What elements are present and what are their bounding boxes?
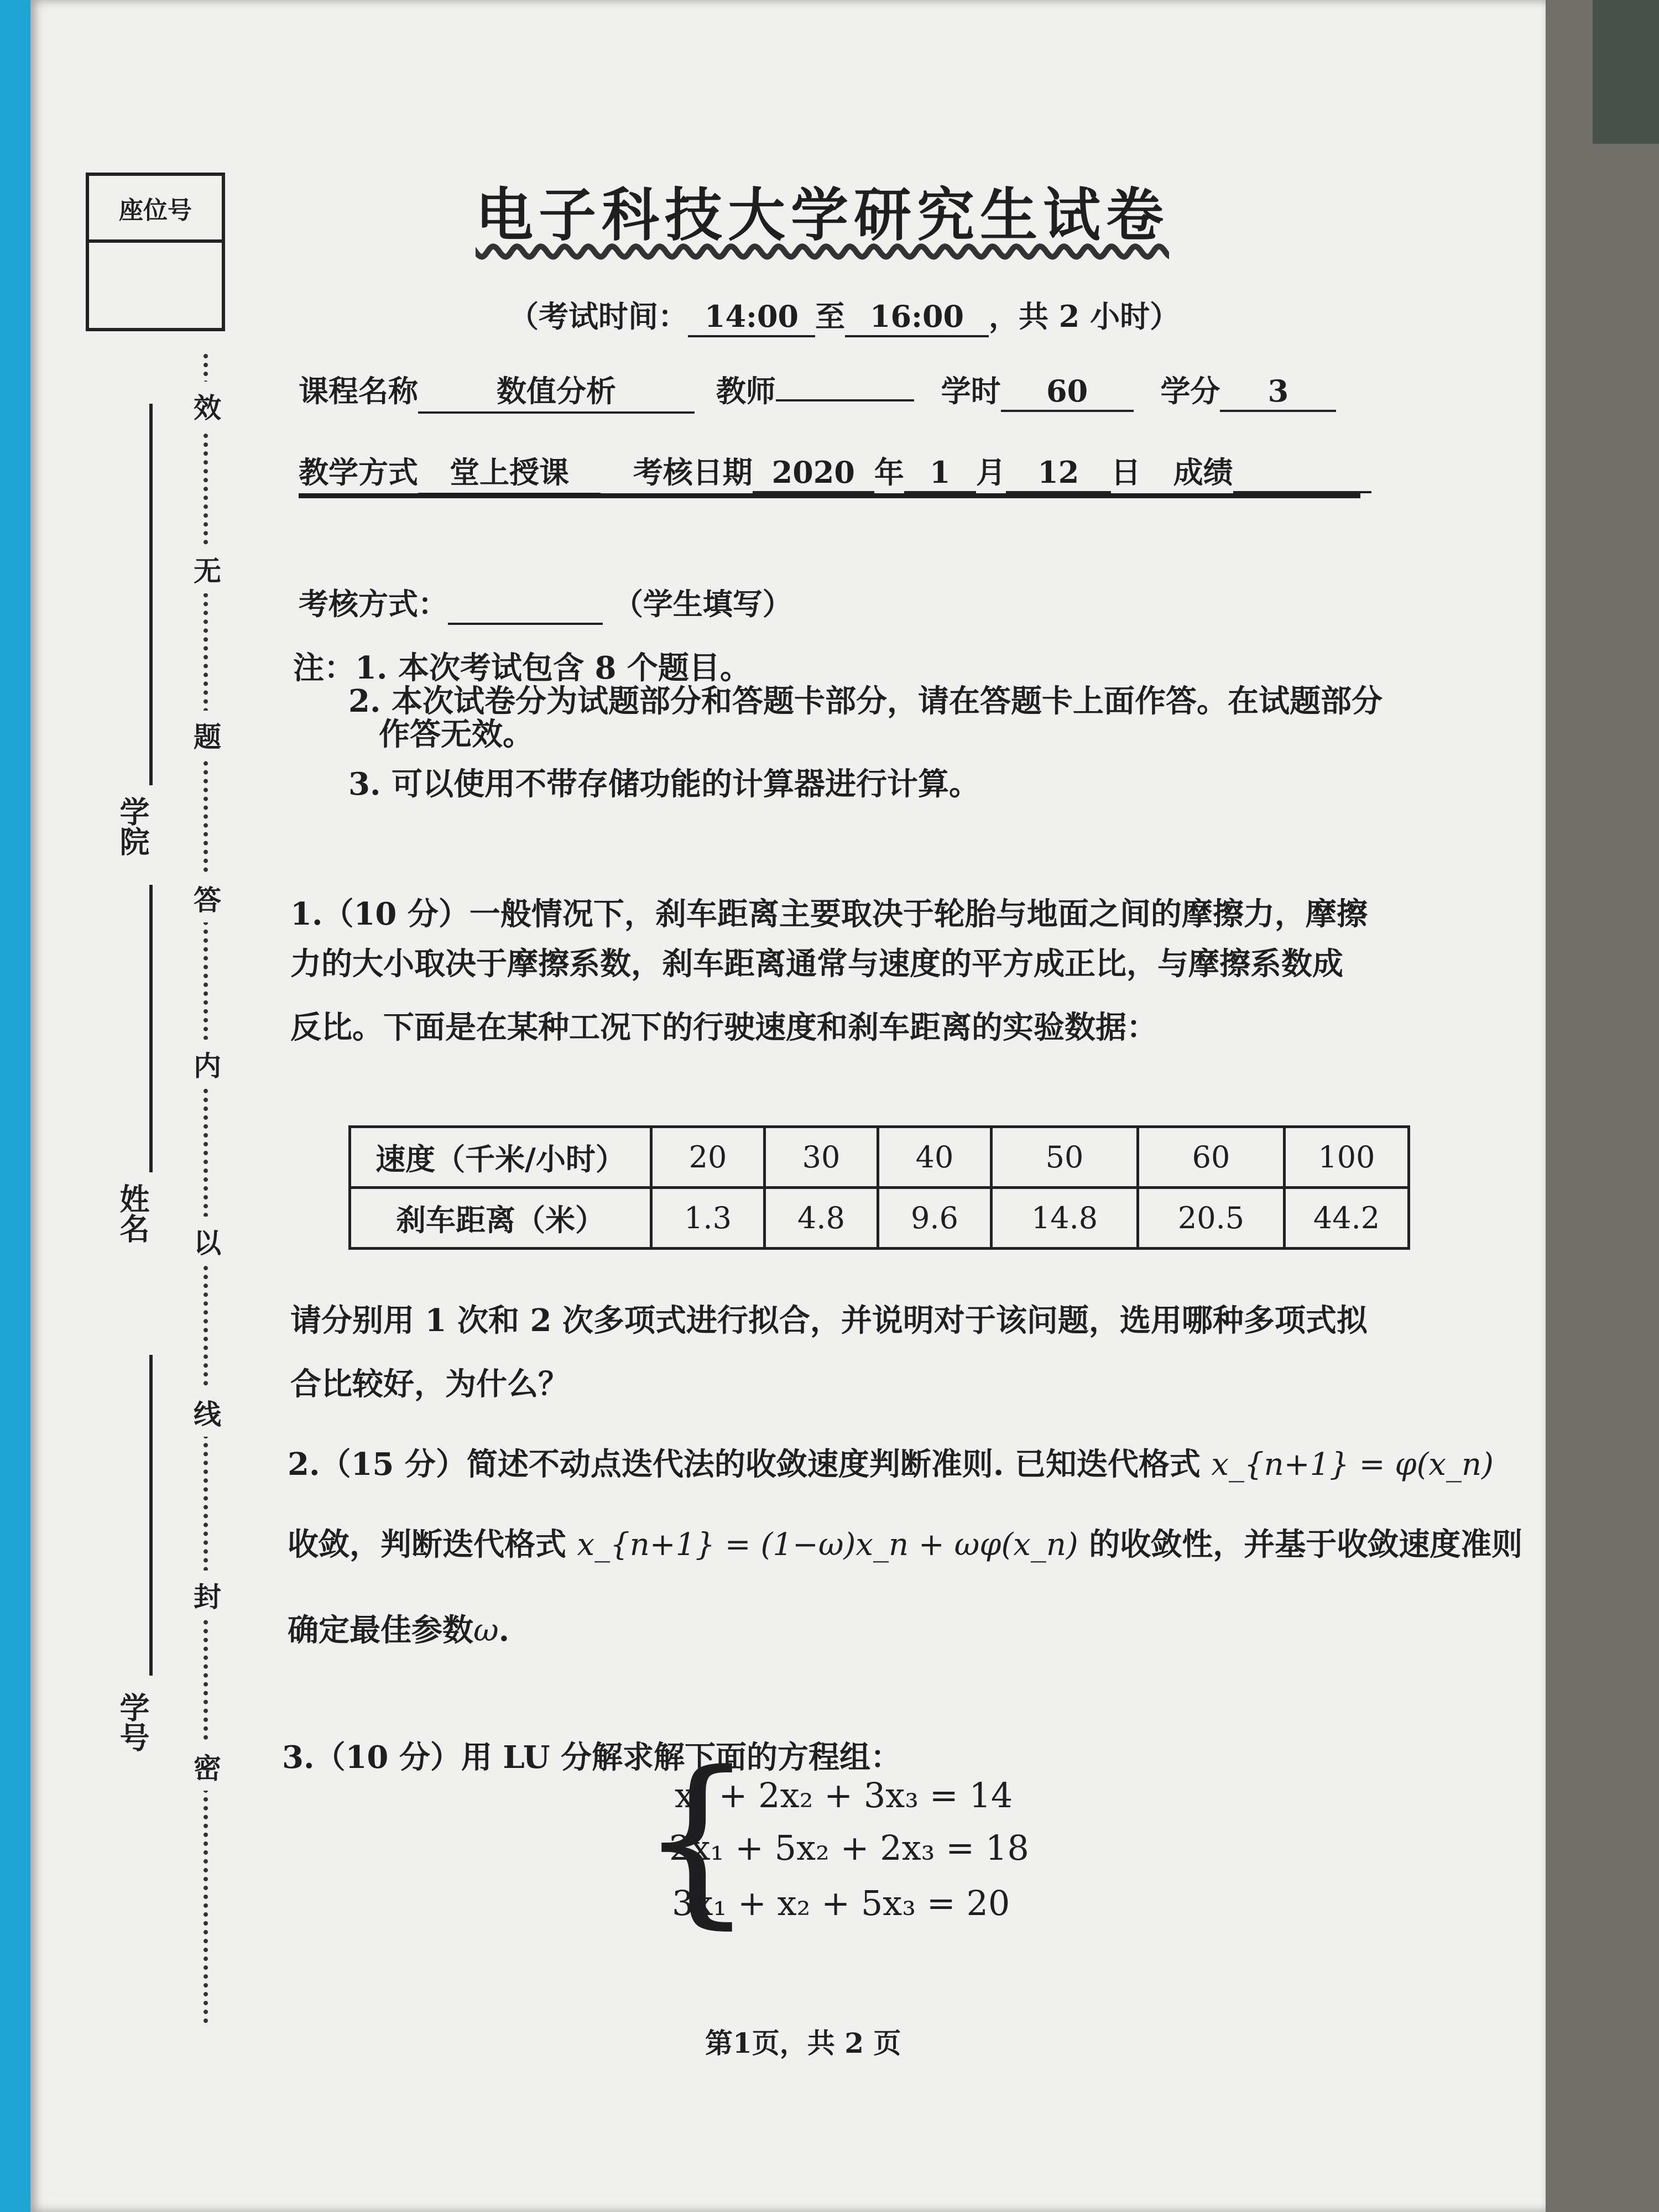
student-id-line xyxy=(149,1355,153,1676)
table-header-speed: 速度（千米/小时） xyxy=(350,1127,651,1188)
table-cell: 4.8 xyxy=(765,1188,878,1249)
table-cell: 50 xyxy=(992,1127,1138,1188)
notes-line-4: 3. 可以使用不带存储功能的计算器进行计算。 xyxy=(348,766,980,802)
equation-1: x₁ + 2x₂ + 3x₃ = 14 xyxy=(675,1775,1013,1815)
q2-line-1: 2.（15 分）简述不动点迭代法的收敛速度判断准则. 已知迭代格式 x_{n+1} = φ(x_n) xyxy=(288,1446,1494,1483)
equation-3: 3x₁ + x₂ + 5x₃ = 20 xyxy=(672,1883,1010,1923)
equation-2: 2x₁ + 5x₂ + 2x₃ = 18 xyxy=(669,1828,1029,1868)
course-name: 数值分析 xyxy=(418,368,695,414)
course-hours: 60 xyxy=(1001,373,1134,412)
notes-line-1: 注：1. 本次考试包含 8 个题目。 xyxy=(293,650,751,686)
table-cell: 40 xyxy=(878,1127,992,1188)
equation-brace: { xyxy=(639,1733,755,1945)
course-line: 课程名称 数值分析 教师 学时 60 学分 3 xyxy=(299,368,1336,414)
teaching-mode: 堂上授课 xyxy=(418,449,601,495)
page-footer: 第1页，共 2 页 xyxy=(705,2027,901,2059)
exam-month: 1 xyxy=(904,455,976,493)
notes-line-3: 作答无效。 xyxy=(379,716,534,753)
seal-char-3: 线 xyxy=(194,1388,221,1437)
table-cell: 60 xyxy=(1138,1127,1285,1188)
course-credits: 3 xyxy=(1220,373,1336,412)
end-time: 16:00 xyxy=(845,299,989,337)
start-time: 14:00 xyxy=(688,299,815,337)
q2-line-3: 确定最佳参数ω. xyxy=(288,1612,510,1648)
seal-char-8: 无 xyxy=(194,545,221,593)
q2-formula-1: x_{n+1} = φ(x_n) xyxy=(1211,1447,1494,1483)
speed-distance-table xyxy=(348,1125,1410,1250)
assess-line: 考核方式： （学生填写） xyxy=(299,581,792,625)
exam-year: 2020 xyxy=(753,455,874,493)
q1-line-1: 1.（10 分）一般情况下，刹车距离主要取决于轮胎与地面之间的摩擦力，摩擦 xyxy=(290,896,1368,932)
table-header-distance: 刹车距离（米） xyxy=(350,1188,651,1249)
exam-day: 12 xyxy=(1006,455,1111,493)
q1-after-1: 请分别用 1 次和 2 次多项式进行拟合，并说明对于该问题，选用哪种多项式拟 xyxy=(290,1302,1368,1339)
table-cell: 20.5 xyxy=(1138,1188,1285,1249)
name-line xyxy=(149,885,153,1172)
table-cell: 1.3 xyxy=(651,1188,765,1249)
table-cell: 30 xyxy=(765,1127,878,1188)
college-label: 学院 xyxy=(115,796,150,856)
exam-time-line: （考试时间： 14:00 至 16:00 ，共 2 小时） xyxy=(509,293,1180,337)
q2-line-2: 收敛，判断迭代格式 x_{n+1} = (1−ω)x_n + ωφ(x_n) 的收敛性，并基于收敛速度准则 xyxy=(288,1526,1523,1563)
seal-char-5: 内 xyxy=(194,1040,221,1088)
college-line xyxy=(149,404,153,785)
teacher-name xyxy=(776,398,914,401)
seal-char-2: 封 xyxy=(194,1571,221,1619)
exam-title: 电子科技大学研究生试卷 xyxy=(476,181,1170,249)
teaching-line: 教学方式 堂上授课 考核日期 2020 年 1 月 12 日 成绩 xyxy=(299,449,1371,495)
student-id-label: 学号 xyxy=(115,1692,150,1752)
q3-line: 3.（10 分）用 LU 分解求解下面的方程组： xyxy=(282,1739,902,1776)
table-cell: 100 xyxy=(1285,1127,1409,1188)
q1-line-2: 力的大小取决于摩擦系数，刹车距离通常与速度的平方成正比，与摩擦系数成 xyxy=(290,946,1343,982)
q1-line-3: 反比。下面是在某种工况下的行驶速度和刹车距离的实验数据： xyxy=(290,1009,1157,1046)
q2-formula-2: x_{n+1} = (1−ω)x_n + ωφ(x_n) xyxy=(577,1527,1078,1563)
table-cell: 44.2 xyxy=(1285,1188,1409,1249)
seat-number-box xyxy=(86,173,225,331)
assess-field xyxy=(448,586,603,625)
score-field xyxy=(1233,455,1371,493)
table-cell: 14.8 xyxy=(992,1188,1138,1249)
notes-line-2: 2. 本次试卷分为试题部分和答题卡部分，请在答题卡上面作答。在试题部分 xyxy=(348,683,1383,719)
name-label: 姓名 xyxy=(115,1183,150,1243)
table-cell: 9.6 xyxy=(878,1188,992,1249)
table-cell: 20 xyxy=(651,1127,765,1188)
seal-char-6: 答 xyxy=(194,874,221,922)
seal-char-4: 以 xyxy=(194,1217,221,1265)
table-row xyxy=(350,1188,1409,1249)
seal-char-7: 题 xyxy=(194,711,221,759)
header-rule xyxy=(299,493,1360,498)
seal-char-1: 密 xyxy=(194,1742,221,1791)
q2-omega: ω xyxy=(473,1613,499,1648)
desk-object xyxy=(1593,0,1659,144)
seat-number-label: 座位号 xyxy=(89,176,222,243)
table-row xyxy=(350,1127,1409,1188)
q1-after-2: 合比较好，为什么？ xyxy=(290,1366,569,1402)
seal-char-9: 效 xyxy=(194,382,221,430)
